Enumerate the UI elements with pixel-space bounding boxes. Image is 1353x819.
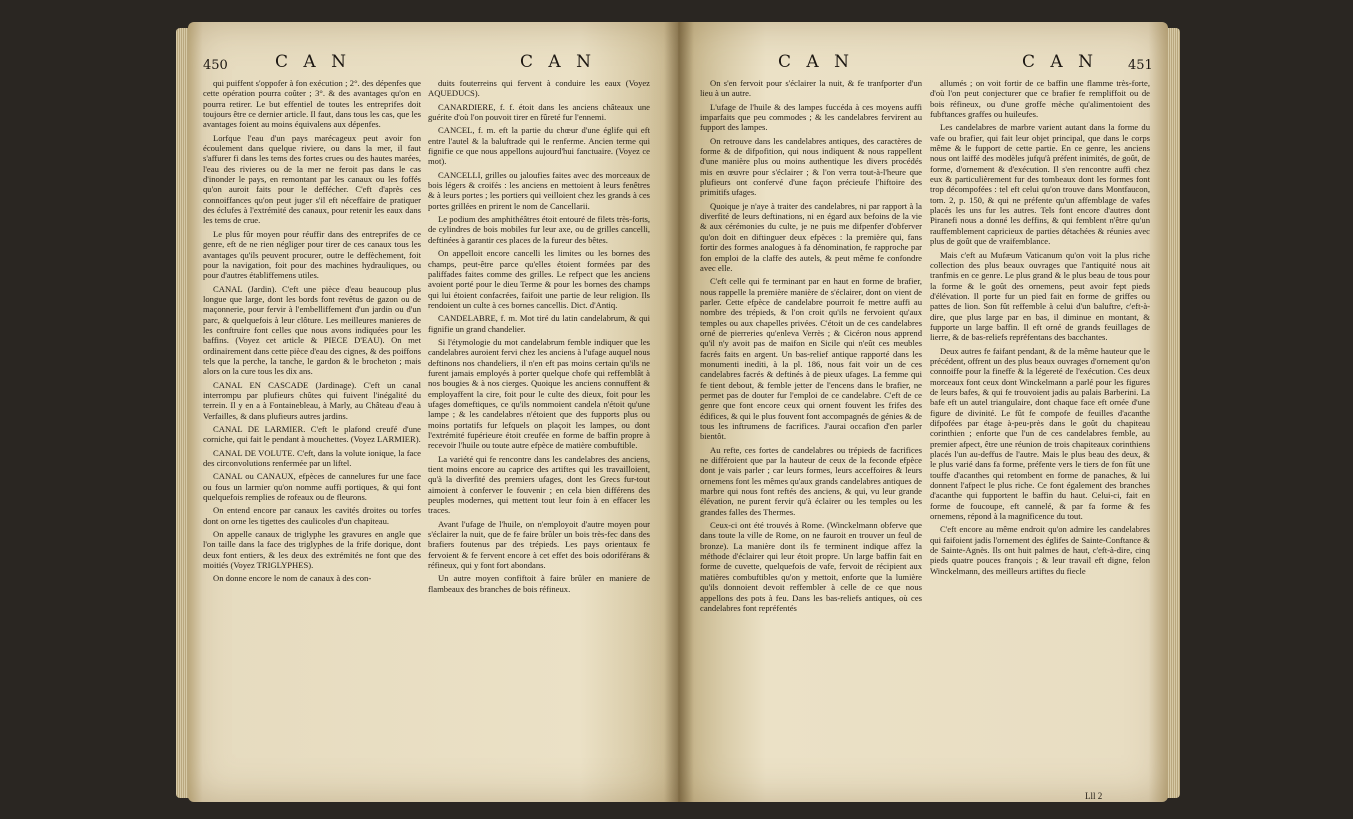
paragraph: Au refte, ces fortes de candelabres ou trépieds de facrifices ne différoient que par la hauteur de ceux de la feconde efpèce dont je vais parler ; car leurs formes, leurs acceffoires & leurs ornemens font les mêmes qu'aux grands candelabres antiques de marbre qui nous font reftés des anciens, & qui, vu leur grande élévation, ne purent fervir qu'à éclairer ou les temples ou les grandes falles des Thermes. (700, 444, 922, 517)
book-gutter (664, 22, 694, 802)
right-page-number: 451 (1128, 58, 1153, 73)
left-column-2 (428, 78, 650, 790)
paragraph: CANAL ou CANAUX, efpèces de cannelures fur une face ou fous un larmier qu'on nomme auffi portiques, & qui font quelquefois remplies de rofeaux ou de fleurons. (203, 471, 421, 503)
paragraph: Un autre moyen confiftoit à faire brûler en maniere de flambeaux des branches de bois réfineux. (428, 573, 650, 594)
paragraph: On appelloit encore cancelli les limites ou les bornes des champs, peut-être parce qu'elles étoient formées par des paliffades faites comme des grilles. Le refpect que les anciens avoient porté pour le dieu Terme & pour les bornes des champs qui lui étoient confacrées, faifoit une partie de leur religion. Ils rendoient un culte à ces bornes cancellis. Dict. d'Antiq. (428, 248, 650, 310)
paragraph: Ceux-ci ont été trouvés à Rome. (Winckelmann obferve que dans toute la ville de Rome, on ne fauroit en trouver un feul de bronze). La manière dont ils fe terminent indique affez la méthode d'éclairer qui leur étoit propre. Un large baffin fait en forme de cuvette, quelquefois de vafe, fervoit de récipient aux matières combuftibles qu'on y mettoit, enforte que la lumière qu'ils donnoient devoit reffembler à celle de ce que nous appellons des pots à feu. Dans les bas-reliefs antiques, où ces candelabres font repréfentés (700, 520, 922, 613)
paragraph: L'ufage de l'huile & des lampes fuccéda à ces moyens auffi imparfaits que peu commodes ; & les candelabres fervirent au fupport des lampes. (700, 101, 922, 133)
paragraph: C'eft celle qui fe terminant par en haut en forme de brafier, nous rappelle la première manière de s'éclairer, dont on vient de parler. Cette efpèce de candelabre pourroit fe mettre auffi au nombre des trépieds, & l'on croit qu'ils ne fervoient qu'aux temples ou aux chapelles privées. C'étoit un de ces candelabres orné de pierreries qu'enleva Verrès ; & Cicéron nous apprend qu'il n'y avoit pas de maifon en Sicile qui n'eût ces meubles facrés faits en argent. Un bas-relief antique rapporté dans les monumenti inediti, à la pl. 186, nous fait voir un de ces candelabres facrés & deftinés à de pieux ufages. La femme qui fe tient debout, & femble jetter de l'encens dans le brafier, ne permet pas de douter fur l'emploi de ce candelabre. C'eft de ce genre que font encore ceux qui ornent fouvent les frifes des édifices, & qui le plus fouvent font accompagnés de génies & de tous les inftrumens de facrifices. J'aurai occafion d'en parler bientôt. (700, 276, 922, 442)
paragraph: C'eft encore au même endroit qu'on admire les candelabres qui faifoient jadis l'ornement des églifes de Sainte-Conftance & de Sainte-Agnès. Ils ont huit palmes de haut, c'eft-à-dire, cinq pieds quatre pouces françois ; & leur travail eft digne, felon Winckelmann, des meilleurs artiftes du fiecle (930, 524, 1150, 576)
paragraph: CANAL (Jardin). C'eft une pièce d'eau beaucoup plus longue que large, dont les bords font revêtus de gazon ou de maçonnerie, pour fervir à l'embelliffement d'un jardin ou d'un parc, & quelquefois à leur clôture. Les meilleures manieres de les conftruire font celles que nous avons indiquées pour les baffins. (Voyez cet article & PIECE D'EAU). On met ordinairement dans cette pièce d'eau des cignes, & des poiffons tels que la perche, la tanche, le gardon & le brocheton ; mais alors on la cure tous les dix ans. (203, 283, 421, 377)
paragraph: CANAL DE VOLUTE. C'eft, dans la volute ionique, la face des circonvolutions renfermée par un liftel. (203, 447, 421, 469)
paragraph: On donne encore le nom de canaux à des con- (213, 573, 372, 584)
paragraph: On retrouve dans les candelabres antiques, des caractères de forme & de difpofition, qui nous indiquent & nous rappellent d'une manière plus ou moins authentique les divers procédés mis en œuvre pour s'éclairer ; & l'on verra tout-à-l'heure que plufieurs ont confervé d'une façon précieufe l'hiftoire des primitifs ufages. (700, 135, 922, 198)
paragraph: CANCEL, f. m. eft la partie du chœur d'une églife qui eft entre l'autel & la baluftrade qui le renferme. Ancien terme qui fignifie ce que nous appellons aujourd'hui fanctuaire. (Voyez ce mot). (428, 125, 650, 167)
right-running-head-1: C A N (778, 52, 854, 72)
paragraph: CANDELABRE, f. m. Mot tiré du latin candelabrum, & qui fignifie un grand chandelier. (428, 313, 650, 334)
paragraph: On appelle canaux de triglyphe les gravures en angle que l'on taille dans la face des triglyphes de la frife dorique, dont deux font entiers, & les deux des extrémités ne font que des moitiés (Voyez TRIGLYPHES). (203, 529, 421, 571)
paragraph: CANARDIERE, f. f. étoit dans les anciens châteaux une guérite d'où l'on pouvoit tirer en fûreté fur l'ennemi. (428, 101, 650, 123)
paragraph: On entend encore par canaux les cavités droites ou torfes dont on orne les tigettes des caulicoles d'un chapiteau. (203, 505, 421, 526)
paragraph: duits fouterreins qui fervent à conduire les eaux (Voyez AQUEDUCS). (428, 78, 650, 99)
signature-mark: Lll 2 (1085, 791, 1103, 801)
paragraph: Deux autres fe faifant pendant, & de la même hauteur que le précédent, offrent un des plus beaux ouvrages d'ornement qu'on connoiffe pour la fineffe & la légereté de l'exécution. Ces deux morceaux font ceux dont Winckelmann a parlé pour les figures de leurs bafes, & qui fe trouvoient jadis au palais Barberini. La bafe eft un autel triangulaire, dont chaque face eft ornée d'une figure de divinité. Le fût fe compofe de feuilles d'acanthe difpofées par étage à-peu-près dans le goût du chapiteau corinthien ; enforte que l'un de ces candelabres femble, au premier afpect, être une réunion de trois chapiteaux corinthiens placés l'un au-deffus de l'autre. Mais le plus beau des deux, & le plus varié dans fa forme, préfente vers le tiers de fon fût une touffe d'acanthes qui retombent en forme de panaches, & lui donnent l'afpect le plus riche. Ce font également des branches d'acanthe qui fupportent le baffin du haut. Celui-ci, fait en forme de foucoupe, eft cannelé, & par fa forme & fes ornemens, répond à la magnificence du tout. (930, 345, 1150, 522)
paragraph: allumés ; on voit fortir de ce baffin une flamme très-forte, d'où l'on peut conjecturer que ce brafier fe rempliffoit ou de bois réfineux, ou d'une groffe mèche qu'alimentoient des fubftances graffes ou huileufes. (930, 78, 1150, 120)
paragraph: La variété qui fe rencontre dans les candelabres des anciens, tient moins encore au caprice des artiftes qui les travailloient, qu'à la diverfité des premiers ufages, dont les Grecs fur-tout aimoient à conferver le fouvenir ; en cela bien différens des peuples modernes, qui mettent tout leur foin à en effacer les traces. (428, 453, 650, 516)
paragraph: Avant l'ufage de l'huile, on n'employoit d'autre moyen pour s'éclairer la nuit, que de fe faire brûler un bois très-fec dans des brafiers foutenus par des trépieds. Les pays orientaux fe fervoient & fe fervent encore à cet effet des bois odoriférans & réfineux, qui y font fort abondans. (428, 518, 650, 571)
paragraph: Mais c'eft au Mufæum Vaticanum qu'on voit la plus riche collection des plus beaux ouvrages que l'antiquité nous ait tranfmis en ce genre. Le plus grand & le plus beau de tous pour la forme & le goût des ornemens, peut avoir fept pieds d'élévation. Il porte fur un pied fait en forme de griffes ou pattes de lion. Son fût reffemble à celui d'un baluftre, c'eft-à-dire, que plus large par en bas, il diminue en montant, & fupporte un large baffin. Il eft orné de grands feuillages de lierre, & de bas-reliefs repréfentans des bacchantes. (930, 249, 1150, 343)
left-running-head-1: C A N (275, 52, 351, 72)
paragraph: Si l'étymologie du mot candelabrum femble indiquer que les candelabres auroient fervi chez les anciens à l'ufage auquel nous deftinons nos chandeliers, il n'en eft pas moins certain qu'ils ne furent jamais employés à porter quelque chofe qui reffemblât à nos bougies & à nos cierges. Quoique les anciens connuffent & employaffent la cire, foit pour le culte des dieux, foit pour les ufages domeftiques, ce qu'ils nommoient candela n'étoit qu'une lampe ; & les candelabres n'étoient que des fupports plus ou moins portatifs fur lefquels on plaçoit les lampes, ou dont l'extrémité fupérieure étoit creufée en forme de baffin propre à recevoir l'huile ou toute autre efpèce de matière combuftible. (428, 336, 650, 451)
paragraph: CANAL DE LARMIER. C'eft le plafond creufé d'une corniche, qui fait le pendant à mouchettes. (Voyez LARMIER). (203, 424, 421, 445)
left-column-1 (203, 78, 421, 790)
right-column-1 (700, 78, 922, 790)
left-running-head-2: C A N (520, 52, 596, 72)
paragraph: Le podium des amphithéâtres étoit entouré de filets très-forts, de cylindres de bois mobiles fur leur axe, ou de grilles cancelli, deftinées à garantir ces places de la fureur des bêtes. (428, 214, 650, 245)
paragraph: Lorfque l'eau d'un pays marécageux peut avoir fon écoulement dans quelque riviere, ou dans la mer, il faut s'affurer fi dans les tems des fortes crues ou des hautes marées, l'eau des rivieres ou de la mer ne feroit pas dans le cas d'inonder le pays, en remontant par les canaux ou les foffés qu'on auroit faits pour le deffécher. C'eft d'après ces connoiffances qu'on peut juger s'il eft néceffaire de pratiquer des éclufes à l'extrémité des canaux, pour retenir les eaux dans les tems de crue. (203, 132, 421, 226)
paragraph: CANCELLI, grilles ou jaloufies faites avec des morceaux de bois légers & croifés : les anciens en mettoient à leurs fenêtres & à leurs portes ; les portiers qui veilloient chez les grands à ces portes grillées en prirent le nom de Cancellarii. (428, 169, 650, 211)
right-column-2 (930, 78, 1150, 778)
paragraph: CANAL EN CASCADE (Jardinage). C'eft un canal interrompu par plufieurs chûtes qui fuivent l'inégalité du terrein. Il y en a à Fontainebleau, à Marly, au Château d'eau à Verfailles, & dans plufieurs autres jardins. (203, 379, 421, 421)
paragraph: Quoique je n'aye à traiter des candelabres, ni par rapport à la diverfité de leurs deftinations, ni en égard aux befoins de la vie & aux cérémonies du culte, je ne puis me difpenfer d'obferver qu'on doit en diftinguer deux efpèces : la première qui, fans fortir des formes analogues à fa dénomination, fe rapproche par fon emploi de la claffe des autels, & peut même fe confondre avec elle. (700, 200, 922, 273)
page-edges-right (1166, 28, 1180, 798)
left-page-number: 450 (203, 58, 228, 73)
paragraph: qui puiffent s'oppofer à fon exécution ; 2°. des dépenfes que cette opération pourra coûter ; 3°. & des avantages qu'on en pourra retirer. Le but effentiel de toutes les entreprifes doit toujours être ce dernier article. Il faut, dans tous les cas, que les avantages foient au moins équivalens aux dépenfes. (203, 78, 421, 130)
paragraph: Le plus fûr moyen pour réuffir dans des entreprifes de ce genre, eft de ne rien négliger pour tirer de ces canaux tous les avantages qu'ils peuvent procurer, outre le deffèchement, foit pour la navigation, foit pour des machines hydrauliques, ou pour d'autres établiffemens utiles. (203, 228, 421, 281)
paragraph: Les candelabres de marbre varient autant dans la forme du vafe ou brafier, qui fait leur objet principal, que dans le corps même & le fupport de cette partie. En ce genre, les anciens nous ont laiffé des modèles jufqu'à préfent inimités, de goût, de forme, d'ornement & d'exécution. Il s'en rencontre auffi chez eux & particulièrement fur des tombeaux dont les formes font trop décompofées : tel eft celui qu'on trouve dans Montfaucon, tom. 2, p. 150, & qui ne préfente qu'un affemblage de vafes placés les uns fur les autres. Tels font encore d'autres dont Piranefi nous a donné les deffins, & qui femblent n'être qu'un rauffemblement capricieux de parties détachées & réunies avec plus de goût que de vraifemblance. (930, 122, 1150, 247)
right-running-head-2: C A N (1022, 52, 1098, 72)
paragraph: On s'en fervoit pour s'éclairer la nuit, & fe tranfporter d'un lieu à un autre. (700, 78, 922, 99)
